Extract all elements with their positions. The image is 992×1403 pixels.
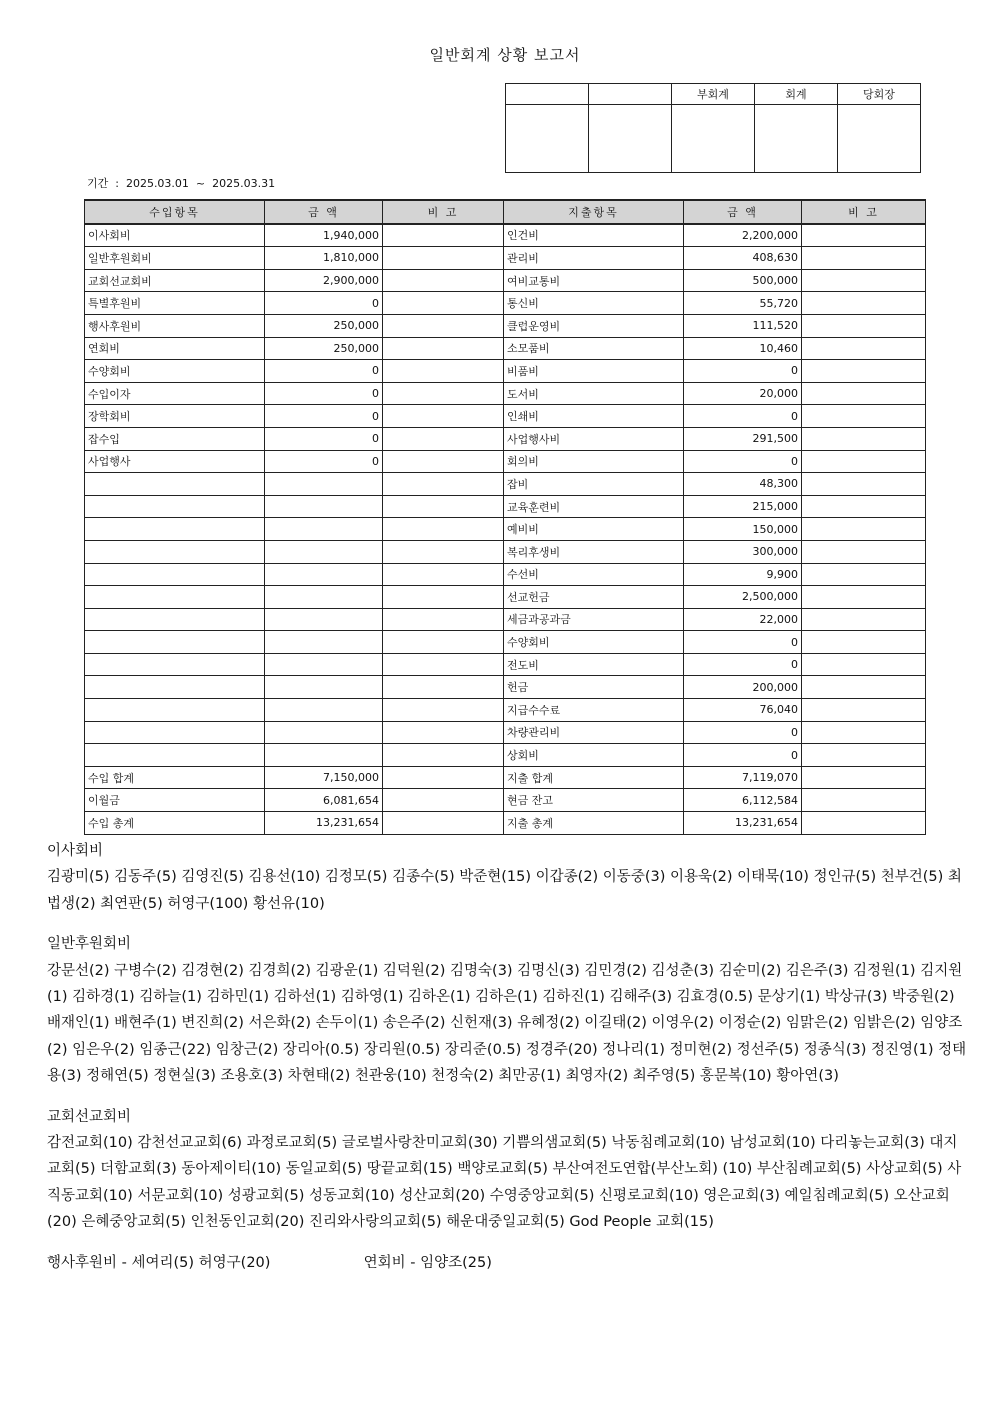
expense-item-cell: 통신비 (504, 292, 684, 315)
ledger-row (85, 540, 926, 563)
income-amount-cell: 0 (265, 427, 383, 450)
income-note-cell (383, 653, 504, 676)
expense-note-cell (802, 292, 926, 315)
signature-box (589, 105, 672, 173)
ledger-row (85, 653, 926, 676)
expense-note-cell (802, 586, 926, 609)
expense-item-cell: 인건비 (504, 224, 684, 247)
income-amount-cell (265, 631, 383, 654)
income-note-cell (383, 247, 504, 270)
ledger-row (85, 518, 926, 541)
approval-header-treasurer: 회계 (755, 84, 838, 105)
income-item-cell: 이월금 (85, 789, 265, 812)
income-note-cell (383, 518, 504, 541)
ledger-row (85, 314, 926, 337)
expense-item-cell: 지출 합계 (504, 766, 684, 789)
expense-amount-cell: 55,720 (684, 292, 802, 315)
income-amount-cell: 13,231,654 (265, 812, 383, 835)
income-item-cell: 수입 합계 (85, 766, 265, 789)
expense-note-cell (802, 337, 926, 360)
expense-item-cell: 헌금 (504, 676, 684, 699)
ledger-row (85, 382, 926, 405)
income-item-cell (85, 744, 265, 767)
income-amount-header: 금 액 (265, 200, 383, 224)
ledger-header-row (85, 200, 926, 224)
ledger-row (85, 721, 926, 744)
expense-amount-cell: 408,630 (684, 247, 802, 270)
expense-amount-cell: 0 (684, 631, 802, 654)
expense-amount-cell: 0 (684, 721, 802, 744)
ledger-row (85, 563, 926, 586)
expense-note-cell (802, 360, 926, 383)
income-item-cell: 잡수입 (85, 427, 265, 450)
report-period: 기간 : 2025.03.01 ~ 2025.03.31 (87, 177, 276, 190)
income-amount-cell (265, 721, 383, 744)
ledger-row (85, 269, 926, 292)
expense-note-cell (802, 631, 926, 654)
expense-amount-cell: 9,900 (684, 563, 802, 586)
income-amount-cell (265, 495, 383, 518)
expense-amount-cell: 0 (684, 450, 802, 473)
income-item-cell (85, 631, 265, 654)
expense-item-cell: 클럽운영비 (504, 314, 684, 337)
income-item-cell: 수양회비 (85, 360, 265, 383)
expense-item-cell: 세금과공과금 (504, 608, 684, 631)
income-note-header: 비 고 (383, 200, 504, 224)
expense-item-cell: 교육훈련비 (504, 495, 684, 518)
income-note-cell (383, 382, 504, 405)
expense-item-cell: 전도비 (504, 653, 684, 676)
income-amount-cell (265, 586, 383, 609)
expense-item-cell: 여비교통비 (504, 269, 684, 292)
income-amount-cell (265, 608, 383, 631)
expense-note-cell (802, 382, 926, 405)
income-item-cell: 장학회비 (85, 405, 265, 428)
expense-note-cell (802, 405, 926, 428)
expense-item-cell: 사업행사비 (504, 427, 684, 450)
income-item-cell (85, 721, 265, 744)
signature-box (506, 105, 589, 173)
income-item-cell (85, 653, 265, 676)
income-amount-cell: 2,900,000 (265, 269, 383, 292)
notes-bottom-line (47, 1250, 967, 1276)
expense-amount-cell: 13,231,654 (684, 812, 802, 835)
income-item-cell (85, 676, 265, 699)
income-note-cell (383, 812, 504, 835)
income-item-cell: 행사후원비 (85, 314, 265, 337)
income-note-cell (383, 721, 504, 744)
approval-header-2 (589, 84, 672, 105)
ledger-table (84, 199, 926, 835)
income-item-cell (85, 608, 265, 631)
expense-amount-cell: 200,000 (684, 676, 802, 699)
ledger-row (85, 337, 926, 360)
income-amount-cell: 6,081,654 (265, 789, 383, 812)
ledger-row (85, 405, 926, 428)
expense-amount-cell: 22,000 (684, 608, 802, 631)
income-note-cell (383, 269, 504, 292)
income-amount-cell (265, 653, 383, 676)
expense-item-cell: 비품비 (504, 360, 684, 383)
income-note-cell (383, 473, 504, 496)
income-amount-cell (265, 518, 383, 541)
annual-fee-note: 연회비 - 임양조(25) (363, 1254, 492, 1271)
income-amount-cell: 7,150,000 (265, 766, 383, 789)
expense-note-cell (802, 224, 926, 247)
ledger-row (85, 427, 926, 450)
income-amount-cell (265, 540, 383, 563)
ledger-row (85, 247, 926, 270)
income-item-cell (85, 699, 265, 722)
income-note-cell (383, 744, 504, 767)
income-note-cell (383, 360, 504, 383)
income-item-cell: 특별후원비 (85, 292, 265, 315)
income-note-cell (383, 631, 504, 654)
income-note-cell (383, 292, 504, 315)
income-note-cell (383, 405, 504, 428)
income-item-cell: 일반후원회비 (85, 247, 265, 270)
expense-item-cell: 예비비 (504, 518, 684, 541)
income-item-cell (85, 473, 265, 496)
income-note-cell (383, 450, 504, 473)
page-title: 일반회계 상황 보고서 (429, 46, 581, 64)
expense-item-cell: 인쇄비 (504, 405, 684, 428)
signature-box (755, 105, 838, 173)
ledger-row (85, 631, 926, 654)
income-amount-cell: 250,000 (265, 314, 383, 337)
ledger-row (85, 699, 926, 722)
expense-amount-cell: 7,119,070 (684, 766, 802, 789)
income-note-cell (383, 608, 504, 631)
expense-item-cell: 잡비 (504, 473, 684, 496)
expense-item-cell: 관리비 (504, 247, 684, 270)
expense-note-cell (802, 766, 926, 789)
approval-header-deputy-treasurer: 부회계 (672, 84, 755, 105)
income-amount-cell: 0 (265, 292, 383, 315)
expense-amount-cell: 0 (684, 744, 802, 767)
expense-item-header: 지출항목 (504, 200, 684, 224)
income-item-cell (85, 586, 265, 609)
income-amount-cell (265, 676, 383, 699)
income-note-cell (383, 224, 504, 247)
income-amount-cell: 250,000 (265, 337, 383, 360)
ledger-row (85, 676, 926, 699)
expense-amount-cell: 500,000 (684, 269, 802, 292)
income-note-cell (383, 699, 504, 722)
income-note-cell (383, 789, 504, 812)
expense-amount-cell: 10,460 (684, 337, 802, 360)
income-note-cell (383, 540, 504, 563)
donor-notes (47, 838, 967, 1276)
notes-sections (47, 838, 967, 1236)
ledger-row (85, 360, 926, 383)
income-item-cell: 연회비 (85, 337, 265, 360)
ledger-row (85, 766, 926, 789)
income-item-cell: 수입이자 (85, 382, 265, 405)
ledger-row (85, 495, 926, 518)
expense-item-cell: 수양회비 (504, 631, 684, 654)
expense-note-cell (802, 427, 926, 450)
expense-amount-cell: 215,000 (684, 495, 802, 518)
expense-item-cell: 지출 총계 (504, 812, 684, 835)
expense-amount-cell: 291,500 (684, 427, 802, 450)
expense-item-cell: 복리후생비 (504, 540, 684, 563)
ledger-row (85, 608, 926, 631)
income-note-cell (383, 766, 504, 789)
ledger-row (85, 586, 926, 609)
expense-amount-cell: 2,500,000 (684, 586, 802, 609)
expense-amount-header: 금 액 (684, 200, 802, 224)
expense-amount-cell: 6,112,584 (684, 789, 802, 812)
income-note-cell (383, 337, 504, 360)
expense-item-cell: 선교헌금 (504, 586, 684, 609)
income-item-cell (85, 563, 265, 586)
expense-item-cell: 지급수수료 (504, 699, 684, 722)
approval-table (505, 83, 921, 173)
income-item-cell: 이사회비 (85, 224, 265, 247)
expense-item-cell: 차량관리비 (504, 721, 684, 744)
notes-section-title: 일반후원회비 (47, 936, 132, 953)
event-support-note: 행사후원비 - 세여리(5) 허영구(20) (47, 1254, 271, 1271)
income-note-cell (383, 563, 504, 586)
expense-amount-cell: 2,200,000 (684, 224, 802, 247)
expense-note-cell (802, 518, 926, 541)
expense-note-cell (802, 699, 926, 722)
notes-section-body: 감전교회(10) 감천선교교회(6) 과정로교회(5) 글로벌사랑찬미교회(30) 기쁨의샘교회(5) 낙동침례교회(10) 남성교회(10) 다리놓는교회(3) 대지교회(5) 더함교회(3) 동아제이티(10) 동일교회(5) 땅끝교회(15) 백양로교회(5) 부산여전도연합(부산노회) (10) 부산침례교회(5) 사상교회(5) 사직동교회(10) 서문교회(10) 성광교회(5) 성동교회(10) 성산교회(20) 수영중앙교회(5) 신평로교회(10) 영은교회(3) 예일침례교회(5) 오산교회(20) 은혜중앙교회(5) 인천동인교회(20) 진리와사랑의교회(5) 해운대중일교회(5) God People 교회(15) (47, 1135, 962, 1231)
expense-note-cell (802, 653, 926, 676)
signature-box (672, 105, 755, 173)
expense-amount-cell: 0 (684, 360, 802, 383)
income-note-cell (383, 427, 504, 450)
expense-item-cell: 도서비 (504, 382, 684, 405)
notes-section-title: 교회선교회비 (47, 1108, 132, 1125)
income-amount-cell: 0 (265, 360, 383, 383)
expense-amount-cell: 76,040 (684, 699, 802, 722)
approval-header-1 (506, 84, 589, 105)
income-amount-cell (265, 563, 383, 586)
income-item-cell: 사업행사 (85, 450, 265, 473)
expense-note-cell (802, 676, 926, 699)
notes-section-body: 강문선(2) 구병수(2) 김경현(2) 김경희(2) 김광운(1) 김덕원(2) 김명숙(3) 김명신(3) 김민경(2) 김성춘(3) 김순미(2) 김은주(3) 김정원(1) 김지원(1) 김하경(1) 김하늘(1) 김하민(1) 김하선(1) 김하영(1) 김하온(1) 김하은(1) 김하진(1) 김해주(3) 김효경(0.5) 문상기(1) 박상규(3) 박중원(2) 배재인(1) 배현주(1) 변진희(2) 서은화(2) 손두이(1) 송은주(2) 신헌재(3) 유혜정(2) 이길태(2) 이영우(2) 이정순(2) 임맑은(2) 임밝은(2) 임양조(2) 임은우(2) 임종근(22) 임창근(2) 장리아(0.5) 장리원(0.5) 장리준(0.5) 정경주(20) 정나리(1) 정미현(2) 정선주(5) 정종식(3) 정진영(1) 정태용(3) 정해연(5) 정현실(3) 조용호(3) 차현태(2) 천관웅(10) 천정숙(2) 최만공(1) 최영자(2) 최주영(5) 홍문복(10) 황아연(3) (47, 962, 967, 1085)
signature-box (838, 105, 921, 173)
ledger-row (85, 473, 926, 496)
expense-note-header: 비 고 (802, 200, 926, 224)
notes-section-body: 김광미(5) 김동주(5) 김영진(5) 김용선(10) 김정모(5) 김종수(5) 박준현(15) 이갑종(2) 이동중(3) 이용욱(2) 이태묵(10) 정인규(5) 천부건(5) 최법생(2) 최연판(5) 허영구(100) 황선유(10) (47, 869, 962, 912)
expense-amount-cell: 111,520 (684, 314, 802, 337)
income-amount-cell (265, 699, 383, 722)
ledger-row (85, 812, 926, 835)
notes-section-title: 이사회비 (47, 843, 104, 859)
ledger-row (85, 224, 926, 247)
expense-note-cell (802, 812, 926, 835)
expense-amount-cell: 150,000 (684, 518, 802, 541)
income-note-cell (383, 676, 504, 699)
income-note-cell (383, 495, 504, 518)
expense-note-cell (802, 495, 926, 518)
approval-header-pastor: 당회장 (838, 84, 921, 105)
expense-amount-cell: 300,000 (684, 540, 802, 563)
income-item-cell (85, 495, 265, 518)
expense-note-cell (802, 247, 926, 270)
ledger-body (85, 224, 926, 835)
expense-note-cell (802, 450, 926, 473)
expense-note-cell (802, 744, 926, 767)
ledger-row (85, 450, 926, 473)
expense-item-cell: 수선비 (504, 563, 684, 586)
income-amount-cell: 0 (265, 450, 383, 473)
expense-amount-cell: 20,000 (684, 382, 802, 405)
ledger-row (85, 292, 926, 315)
expense-item-cell: 회의비 (504, 450, 684, 473)
expense-amount-cell: 0 (684, 405, 802, 428)
income-amount-cell: 1,940,000 (265, 224, 383, 247)
expense-item-cell: 현금 잔고 (504, 789, 684, 812)
income-amount-cell (265, 473, 383, 496)
income-item-cell (85, 518, 265, 541)
income-note-cell (383, 314, 504, 337)
expense-note-cell (802, 540, 926, 563)
expense-item-cell: 상회비 (504, 744, 684, 767)
expense-note-cell (802, 314, 926, 337)
income-amount-cell: 0 (265, 382, 383, 405)
income-note-cell (383, 586, 504, 609)
expense-amount-cell: 0 (684, 653, 802, 676)
income-amount-cell (265, 744, 383, 767)
income-item-header: 수입항목 (85, 200, 265, 224)
ledger-row (85, 789, 926, 812)
expense-note-cell (802, 721, 926, 744)
income-item-cell (85, 540, 265, 563)
expense-note-cell (802, 563, 926, 586)
expense-note-cell (802, 789, 926, 812)
expense-note-cell (802, 473, 926, 496)
ledger-row (85, 744, 926, 767)
income-item-cell: 수입 총계 (85, 812, 265, 835)
expense-amount-cell: 48,300 (684, 473, 802, 496)
expense-item-cell: 소모품비 (504, 337, 684, 360)
income-amount-cell: 1,810,000 (265, 247, 383, 270)
expense-note-cell (802, 608, 926, 631)
income-amount-cell: 0 (265, 405, 383, 428)
expense-note-cell (802, 269, 926, 292)
income-item-cell: 교회선교회비 (85, 269, 265, 292)
